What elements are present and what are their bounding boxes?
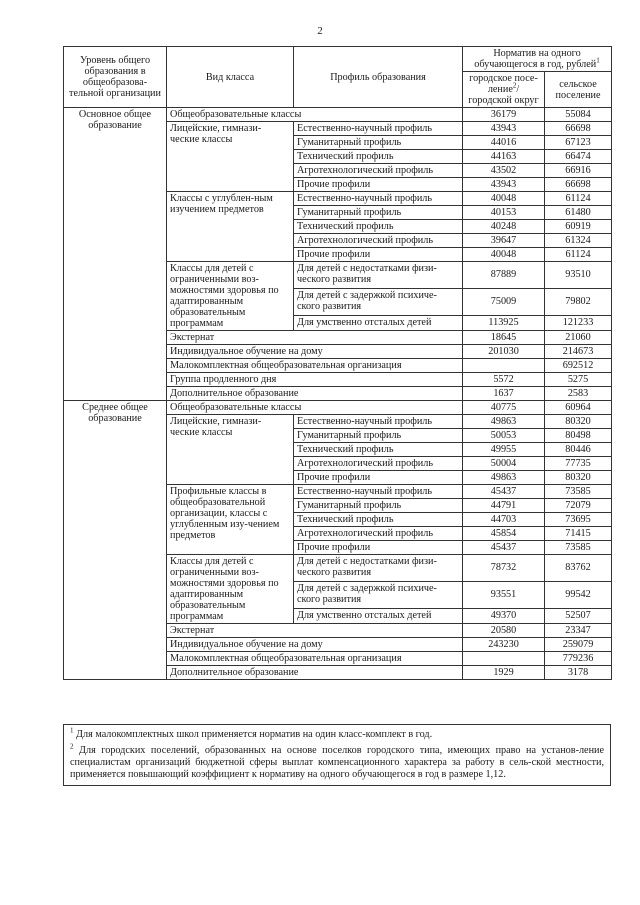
urban-norm-cell: 75009 — [463, 288, 545, 315]
class-kind-cell: Лицейские, гимнази-ческие классы — [167, 122, 294, 192]
class-kind-cell: Малокомплектная общеобразовательная организация — [167, 652, 463, 666]
urban-norm-cell: 1637 — [463, 387, 545, 401]
header-profile: Профиль образования — [294, 47, 463, 108]
rural-norm-cell: 80498 — [545, 429, 612, 443]
urban-norm-cell: 43943 — [463, 178, 545, 192]
level-cell: Основное общее образование — [64, 108, 167, 401]
urban-norm-cell: 93551 — [463, 581, 545, 608]
urban-norm-cell: 45437 — [463, 541, 545, 555]
urban-norm-cell: 201030 — [463, 345, 545, 359]
class-kind-cell: Классы для детей с ограниченными воз-можностями здоровья по адаптированным образовательным программам — [167, 555, 294, 624]
rural-norm-cell: 61124 — [545, 192, 612, 206]
footnote-2 — [70, 742, 604, 781]
class-kind-cell: Общеобразовательные классы — [167, 108, 463, 122]
profile-cell: Прочие профили — [294, 248, 463, 262]
profile-cell: Естественно-научный профиль — [294, 192, 463, 206]
profile-cell: Гуманитарный профиль — [294, 499, 463, 513]
footnote-1-text: Для малокомплектных школ применяется норматив на один класс-комплект в год. — [76, 729, 433, 740]
urban-norm-cell: 40048 — [463, 192, 545, 206]
rural-norm-cell: 80320 — [545, 471, 612, 485]
section-secondary-general — [64, 401, 612, 680]
rural-norm-cell: 692512 — [545, 359, 612, 373]
class-kind-cell: Экстернат — [167, 331, 463, 345]
profile-cell: Для детей с задержкой психиче-ского развития — [294, 581, 463, 608]
header-level: Уровень общего образования в общеобразова-тельной организации — [64, 47, 167, 108]
footnote-2-text: Для городских поселений, образованных на основе поселков городского типа, имеющих право на установ-ление специалистам организаций бюджетной сферы выплат компенсационного характера за работу в сель-ской местности, применяется повышающий коэффициент к нормативу на одного обучающегося в год в размере 1,12. — [70, 745, 604, 780]
rural-norm-cell: 66916 — [545, 164, 612, 178]
profile-cell: Естественно-научный профиль — [294, 122, 463, 136]
profile-cell: Технический профиль — [294, 150, 463, 164]
rural-norm-cell: 61124 — [545, 248, 612, 262]
header-class-kind: Вид класса — [167, 47, 294, 108]
urban-norm-cell: 39647 — [463, 234, 545, 248]
rural-norm-cell: 72079 — [545, 499, 612, 513]
footnotes — [63, 724, 611, 786]
rural-norm-cell: 80320 — [545, 415, 612, 429]
class-kind-cell: Дополнительное образование — [167, 666, 463, 680]
profile-cell: Прочие профили — [294, 178, 463, 192]
footnote-mark-1: 1 — [596, 56, 600, 65]
rural-norm-cell: 3178 — [545, 666, 612, 680]
urban-norm-cell: 40248 — [463, 220, 545, 234]
section-basic-general — [64, 108, 612, 401]
header-urban — [463, 72, 545, 108]
profile-cell: Естественно-научный профиль — [294, 415, 463, 429]
rural-norm-cell: 73585 — [545, 485, 612, 499]
rural-norm-cell: 66474 — [545, 150, 612, 164]
urban-norm-cell: 113925 — [463, 315, 545, 330]
urban-norm-cell: 40048 — [463, 248, 545, 262]
footnote-1 — [70, 726, 604, 741]
rural-norm-cell: 61324 — [545, 234, 612, 248]
rural-norm-cell: 60964 — [545, 401, 612, 415]
profile-cell: Прочие профили — [294, 471, 463, 485]
rural-norm-cell: 52507 — [545, 608, 612, 623]
rural-norm-cell: 79802 — [545, 288, 612, 315]
class-kind-cell: Группа продленного дня — [167, 373, 463, 387]
rural-norm-cell: 55084 — [545, 108, 612, 122]
urban-norm-cell: 18645 — [463, 331, 545, 345]
urban-norm-cell: 36179 — [463, 108, 545, 122]
rural-norm-cell: 66698 — [545, 178, 612, 192]
profile-cell: Агротехнологический профиль — [294, 457, 463, 471]
urban-norm-cell: 43502 — [463, 164, 545, 178]
class-kind-cell: Дополнительное образование — [167, 387, 463, 401]
profile-cell: Для умственно отсталых детей — [294, 608, 463, 623]
rural-norm-cell: 61480 — [545, 206, 612, 220]
rural-norm-cell: 71415 — [545, 527, 612, 541]
rural-norm-cell: 67123 — [545, 136, 612, 150]
rural-norm-cell: 80446 — [545, 443, 612, 457]
footnote-2-mark: 2 — [70, 742, 74, 751]
urban-norm-cell: 243230 — [463, 638, 545, 652]
profile-cell: Агротехнологический профиль — [294, 234, 463, 248]
rural-norm-cell: 259079 — [545, 638, 612, 652]
urban-norm-cell — [463, 652, 545, 666]
urban-norm-cell: 44703 — [463, 513, 545, 527]
level-cell: Среднее общее образование — [64, 401, 167, 680]
rural-norm-cell: 779236 — [545, 652, 612, 666]
table-header-row — [64, 47, 612, 72]
profile-cell: Естественно-научный профиль — [294, 485, 463, 499]
class-kind-cell: Малокомплектная общеобразовательная организация — [167, 359, 463, 373]
footnote-mark-2: 2 — [512, 81, 517, 90]
profile-cell: Прочие профили — [294, 541, 463, 555]
urban-norm-cell: 49955 — [463, 443, 545, 457]
header-norm — [463, 47, 612, 72]
header-rural: сельское поселение — [545, 72, 612, 108]
urban-norm-cell: 44163 — [463, 150, 545, 164]
urban-norm-cell: 44791 — [463, 499, 545, 513]
urban-norm-cell: 49370 — [463, 608, 545, 623]
rural-norm-cell: 121233 — [545, 315, 612, 330]
urban-norm-cell: 49863 — [463, 415, 545, 429]
urban-norm-cell: 50004 — [463, 457, 545, 471]
profile-cell: Технический профиль — [294, 513, 463, 527]
urban-norm-cell: 78732 — [463, 555, 545, 582]
urban-norm-cell: 5572 — [463, 373, 545, 387]
rural-norm-cell: 73695 — [545, 513, 612, 527]
urban-norm-cell — [463, 359, 545, 373]
rural-norm-cell: 2583 — [545, 387, 612, 401]
class-kind-cell: Общеобразовательные классы — [167, 401, 463, 415]
class-kind-cell: Индивидуальное обучение на дому — [167, 638, 463, 652]
profile-cell: Для детей с задержкой психиче-ского развития — [294, 288, 463, 315]
rural-norm-cell: 21060 — [545, 331, 612, 345]
rural-norm-cell: 83762 — [545, 555, 612, 582]
profile-cell: Гуманитарный профиль — [294, 136, 463, 150]
profile-cell: Агротехнологический профиль — [294, 527, 463, 541]
rural-norm-cell: 99542 — [545, 581, 612, 608]
urban-norm-cell: 1929 — [463, 666, 545, 680]
class-kind-cell: Индивидуальное обучение на дому — [167, 345, 463, 359]
profile-cell: Гуманитарный профиль — [294, 206, 463, 220]
profile-cell: Гуманитарный профиль — [294, 429, 463, 443]
rural-norm-cell: 214673 — [545, 345, 612, 359]
funding-norms-table — [63, 46, 612, 680]
urban-norm-cell: 40153 — [463, 206, 545, 220]
urban-norm-cell: 49863 — [463, 471, 545, 485]
urban-norm-cell: 40775 — [463, 401, 545, 415]
urban-norm-cell: 44016 — [463, 136, 545, 150]
profile-cell: Для умственно отсталых детей — [294, 315, 463, 330]
header-urban-text: городское посе-ление — [469, 73, 538, 95]
footnote-1-mark: 1 — [70, 726, 74, 735]
profile-cell: Для детей с недостатками физи-ческого развития — [294, 555, 463, 582]
rural-norm-cell: 23347 — [545, 624, 612, 638]
page-number: 2 — [317, 25, 323, 37]
urban-norm-cell: 50053 — [463, 429, 545, 443]
urban-norm-cell: 20580 — [463, 624, 545, 638]
class-kind-cell: Классы для детей с ограниченными воз-можностями здоровья по адаптированным образовательным программам — [167, 262, 294, 331]
rural-norm-cell: 60919 — [545, 220, 612, 234]
urban-norm-cell: 43943 — [463, 122, 545, 136]
header-urban-rest: / городской округ — [468, 84, 539, 106]
rural-norm-cell: 66698 — [545, 122, 612, 136]
table-row — [64, 401, 612, 415]
class-kind-cell: Классы с углублен-ным изучением предметов — [167, 192, 294, 262]
header-norm-text: Норматив на одного обучающегося в год, рублей — [474, 48, 597, 70]
urban-norm-cell: 45437 — [463, 485, 545, 499]
urban-norm-cell: 45854 — [463, 527, 545, 541]
rural-norm-cell: 93510 — [545, 262, 612, 289]
rural-norm-cell: 5275 — [545, 373, 612, 387]
class-kind-cell: Лицейские, гимнази-ческие классы — [167, 415, 294, 485]
table-row — [64, 108, 612, 122]
profile-cell: Технический профиль — [294, 220, 463, 234]
profile-cell: Агротехнологический профиль — [294, 164, 463, 178]
profile-cell: Технический профиль — [294, 443, 463, 457]
urban-norm-cell: 87889 — [463, 262, 545, 289]
class-kind-cell: Профильные классы в общеобразовательной организации, классы с углубленным изу-чением предметов — [167, 485, 294, 555]
class-kind-cell: Экстернат — [167, 624, 463, 638]
profile-cell: Для детей с недостатками физи-ческого развития — [294, 262, 463, 289]
rural-norm-cell: 77735 — [545, 457, 612, 471]
rural-norm-cell: 73585 — [545, 541, 612, 555]
